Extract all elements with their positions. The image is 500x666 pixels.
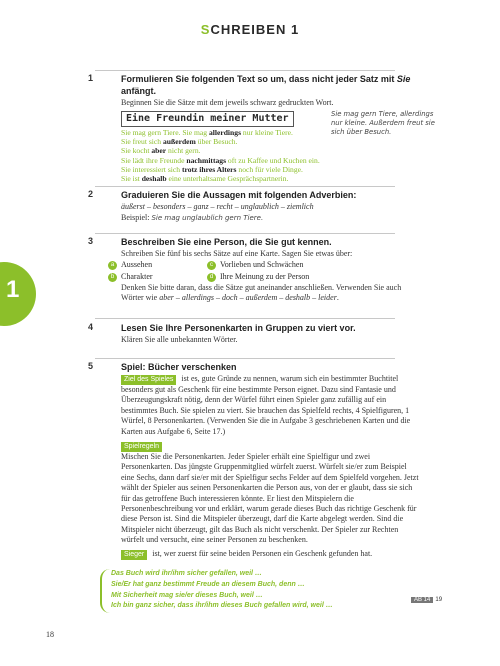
- aspect-item: a Aussehen: [108, 259, 152, 271]
- phrase-list: [111, 569, 411, 612]
- goal-tag: Ziel des Spieles: [121, 375, 176, 385]
- exercise-2: [121, 189, 421, 224]
- divider: [95, 318, 395, 319]
- phrase-item: Ich bin ganz sicher, dass ihr/ihm dieses Buch gefallen wird, weil …: [111, 602, 333, 610]
- exercise-4: [121, 322, 421, 345]
- exercise-heading: Graduieren Sie die Aussagen mit folgenden Adverbien:: [121, 190, 357, 200]
- divider: [95, 186, 395, 187]
- workbook-badge: AB 14: [411, 597, 433, 603]
- exercise-number: 2: [88, 189, 94, 199]
- exercise-5: [121, 361, 421, 560]
- page-number: 18: [46, 630, 54, 639]
- page-title: [0, 22, 500, 37]
- game-winner: Sieger ist, wer zuerst für seine beiden Personen ein Geschenk gefunden hat.: [121, 549, 421, 560]
- divider: [95, 70, 395, 71]
- text-lines: [121, 128, 351, 183]
- exercise-heading: Spiel: Bücher verschenken: [121, 362, 237, 372]
- divider: [95, 358, 395, 359]
- text-line: Sie mag gern Tiere. Sie mag allerdings nur kleine Tiere.: [121, 128, 293, 137]
- phrase-item: Mit Sicherheit mag sie/er dieses Buch, weil …: [111, 591, 263, 599]
- phrase-item: Das Buch wird ihr/ihm sicher gefallen, weil …: [111, 570, 262, 577]
- phrase-bracket: [100, 569, 110, 613]
- title-rest: CHREIBEN 1: [210, 22, 300, 37]
- exercise-number: 3: [88, 236, 94, 246]
- example-line: Beispiel: Sie mag unglaublich gern Tiere.: [121, 213, 264, 222]
- exercise-heading: Lesen Sie Ihre Personenkarten in Gruppen zu viert vor.: [121, 323, 356, 333]
- chapter-tab: [0, 262, 36, 326]
- exercise-number: 4: [88, 322, 94, 332]
- workbook-page: 19: [435, 597, 443, 603]
- exercise-instruction: Beginnen Sie die Sätze mit dem jeweils schwarz gedruckten Wort.: [121, 98, 334, 107]
- text-line: Sie interessiert sich trotz ihres Alters noch für viele Dinge.: [121, 164, 303, 174]
- aspect-item: b Charakter: [108, 271, 153, 283]
- workbook-reference: [411, 597, 442, 603]
- chapter-number: 1: [6, 276, 20, 303]
- text-line: Sie ist deshalb eine unterhaltsame Gesprächspartnerin.: [121, 174, 289, 184]
- text-line: Sie lädt ihre Freunde nachmittags oft zu Kaffee und Kuchen ein.: [121, 155, 320, 165]
- example-box: Eine Freundin meiner Mutter: [121, 111, 294, 127]
- aspect-list: [110, 259, 421, 283]
- exercise-heading: Beschreiben Sie eine Person, die Sie gut kennen.: [121, 237, 332, 247]
- game-goal: Ziel des Spieles ist es, gute Gründe zu nennen, warum sich ein bestimmter Buchtitel besonders gut als Geschenk für eine bestimmte Person eignet. Dazu sind Fantasie und Überzeugungskraft nötig, denn der Würfel führt einen Spieler ganz zufällig auf ein bestimmtes Buch. Sie spielen zu viert. Sie brauchen das Spielfeld rechts, 4 Spielfiguren, 1 Würfel, 8 Personenkarten. (Verwenden Sie die in Aufgabe 3 geschriebenen Karten und die Karten aus Aufgabe 6, Seite 17.): [121, 374, 411, 436]
- handwritten-note: Sie mag gern Tiere, allerdings nur kleine. Außerdem freut sie sich über Besuch.: [331, 110, 435, 136]
- aspect-item: c Vorlieben und Schwächen: [207, 259, 303, 271]
- exercise-number: 5: [88, 361, 94, 371]
- exercise-number: 1: [88, 73, 94, 83]
- divider: [95, 233, 395, 234]
- phrase-item: Sie/Er hat ganz bestimmt Freude an diesem Buch, denn …: [111, 580, 305, 588]
- exercise-instruction: Schreiben Sie fünf bis sechs Sätze auf eine Karte. Sagen Sie etwas über:: [121, 249, 353, 258]
- exercise-3: [110, 236, 421, 304]
- adverb-list: äußerst – besonders – ganz – recht – unglaublich – ziemlich: [121, 202, 314, 211]
- text-line: Sie kocht aber nicht gern.: [121, 146, 201, 156]
- title-initial: S: [200, 22, 211, 37]
- aspect-item: d Ihre Meinung zu der Person: [207, 271, 309, 283]
- rules-tag: Spielregeln: [121, 442, 162, 452]
- winner-tag: Sieger: [121, 550, 147, 560]
- game-rules: Spielregeln Mischen Sie die Personenkarten. Jeder Spieler erhält eine Spielfigur und zwei Personenkarten. Das jüngste Gruppenmitglied würfelt zuerst. Würfelt sie/er zum Beispiel eine Sechs, dann darf sie/er mit der Spielfigur sechs Felder auf dem Spielfeld vorgehen. Jetzt wählt der Spieler aus seinen Personenkarten die Person aus, von der er glaubt, dass sie sich für das getroffene Buch interessieren könnte. Er liest den Mitspielern die Personenbeschreibung vor und erklärt, warum gerade dieses Buch das richtige Geschenk für diese Person ist. Sind die Mitspieler überzeugt, darf die Karte abgelegt werden. Sind die Mitspieler nicht überzeugt, gilt das Buch als nicht verschenkt. Der Spieler zur Rechten würfelt und versucht, eine seiner Personen zu beschenken.: [121, 443, 419, 545]
- exercise-text: Denken Sie bitte daran, dass die Sätze gut aneinander anschließen. Verwenden Sie auch Wörter wie aber – allerdings – doch – außerdem – deshalb – leider.: [121, 283, 402, 303]
- text-line: Sie freut sich außerdem über Besuch.: [121, 137, 238, 147]
- exercise-heading: Formulieren Sie folgenden Text so um, dass nicht jeder Satz mit Sie anfängt.: [121, 74, 411, 96]
- exercise-instruction: Klären Sie alle unbekannten Wörter.: [121, 335, 238, 344]
